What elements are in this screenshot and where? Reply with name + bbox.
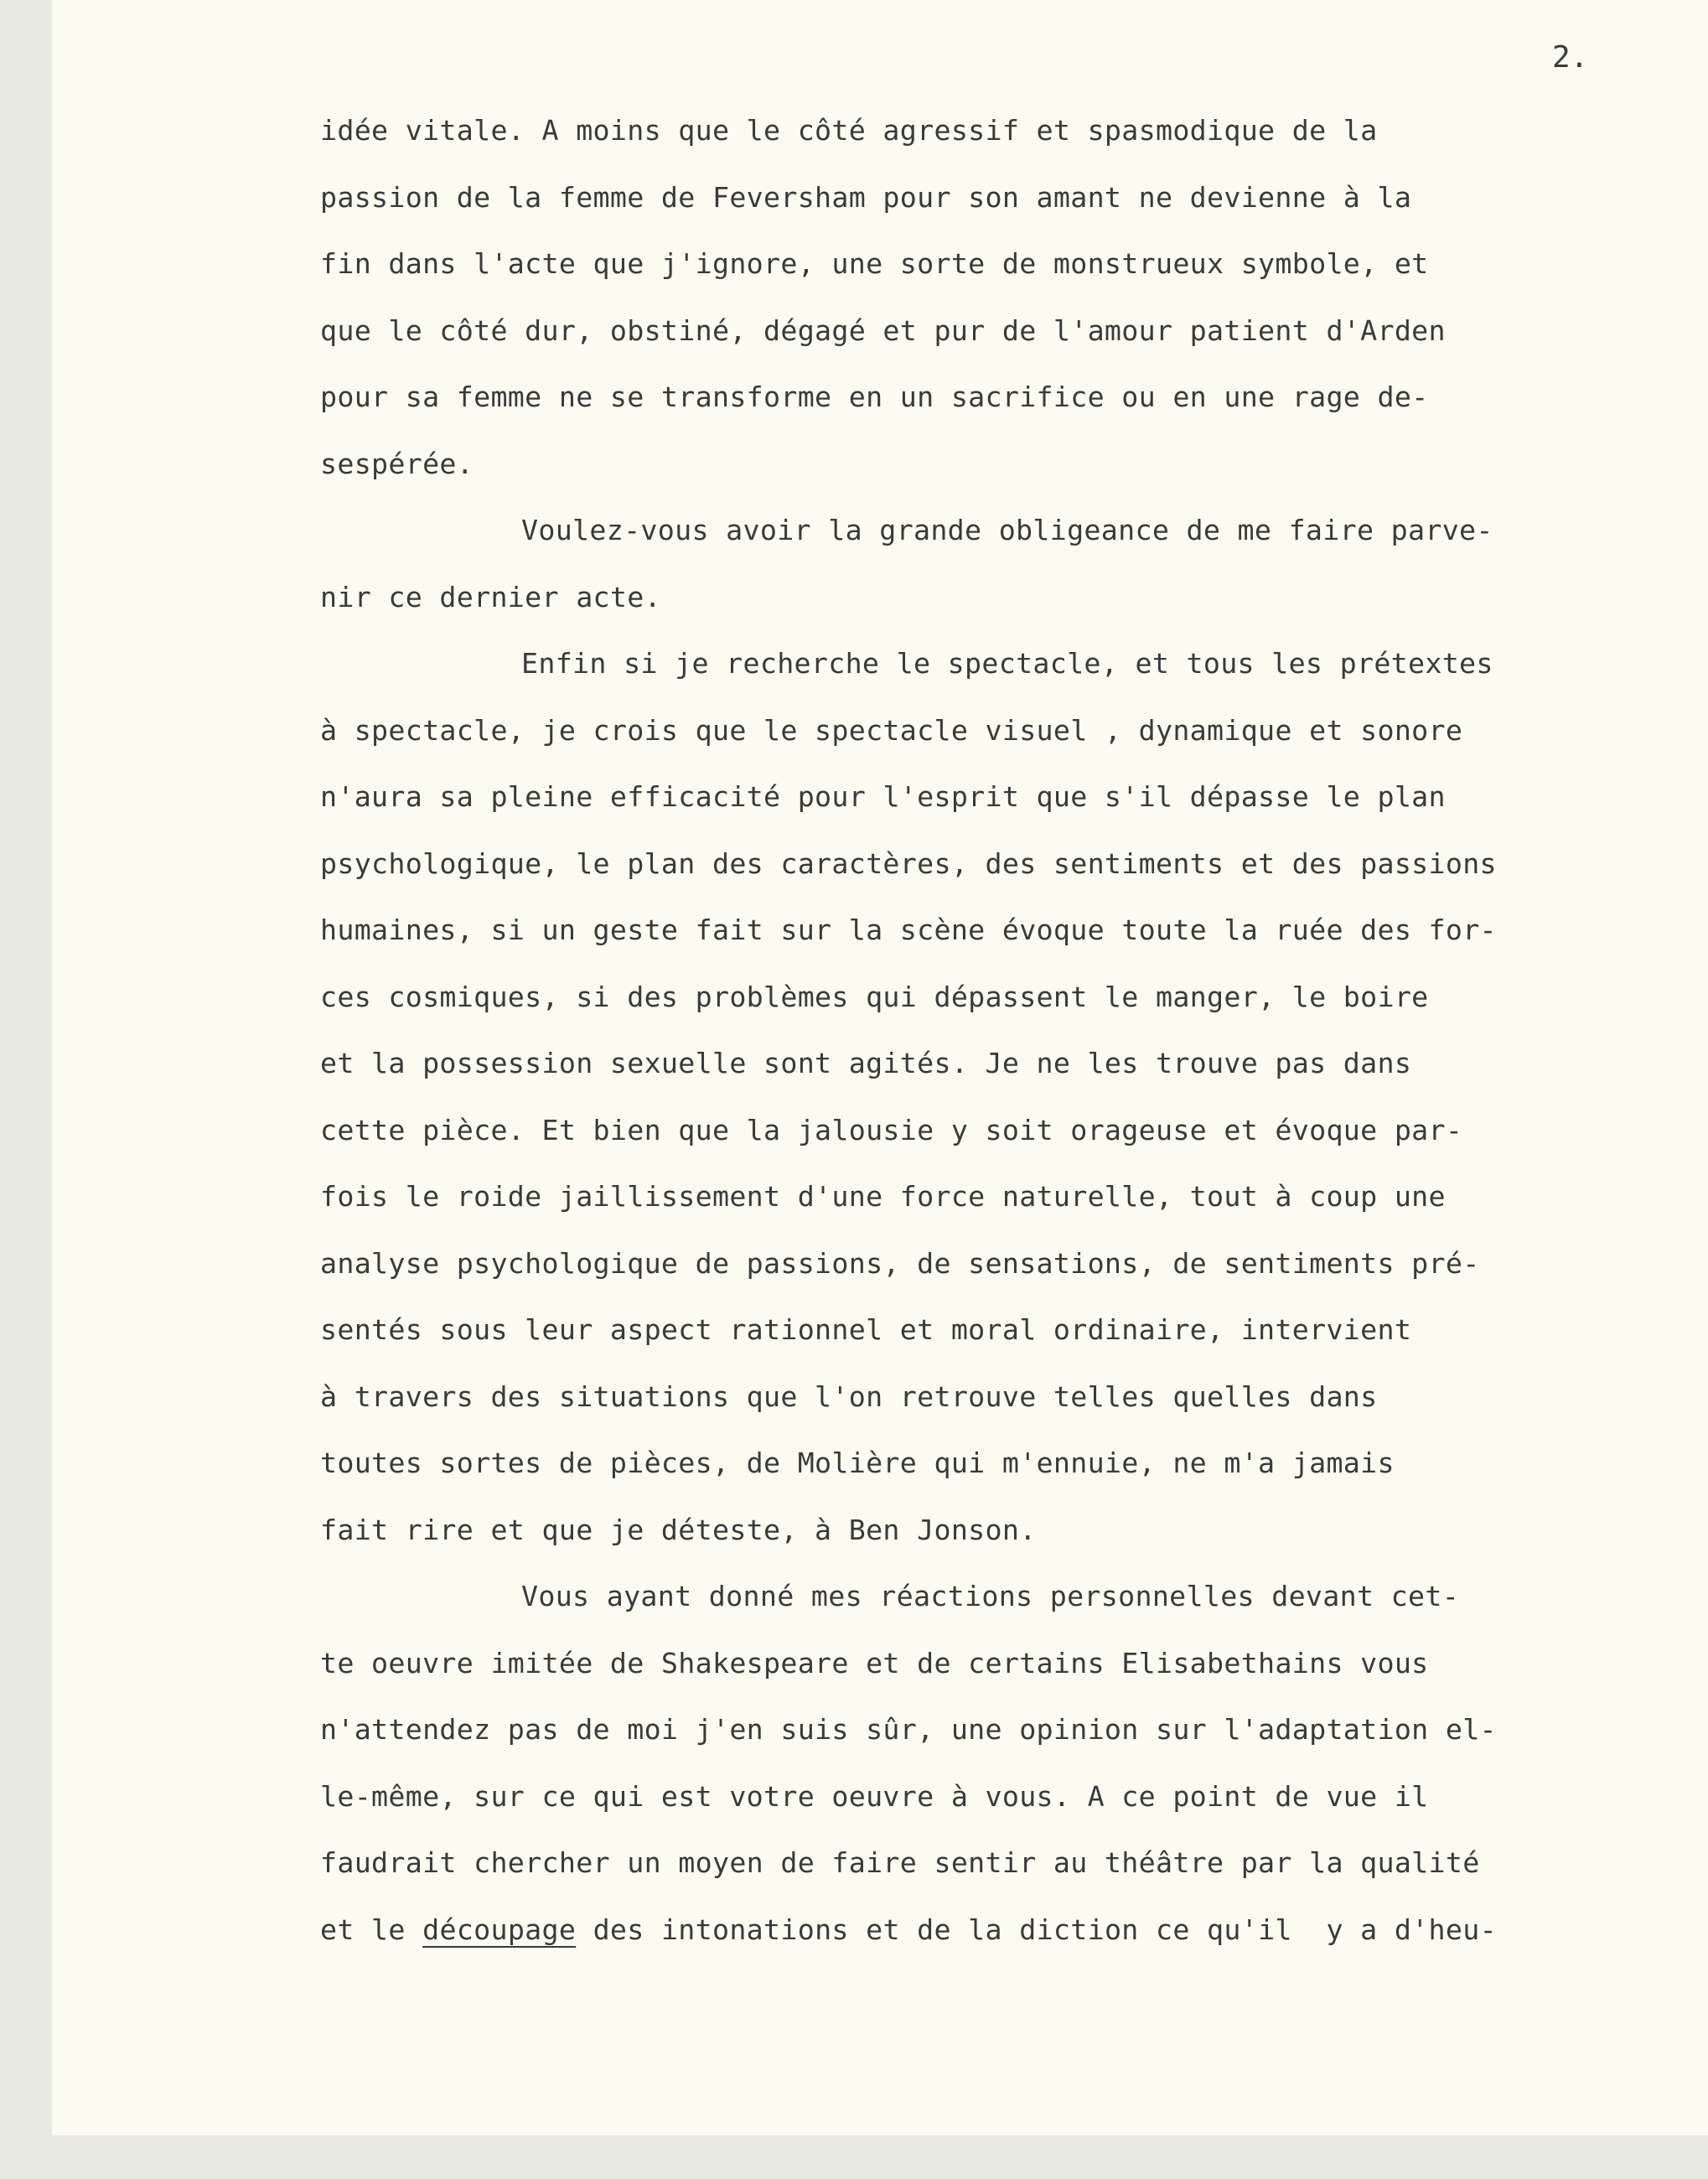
page-number: 2. xyxy=(1552,40,1589,75)
text-line: ces cosmiques, si des problèmes qui dépassent le manger, le boire xyxy=(320,980,1429,1013)
letter-body xyxy=(320,97,1708,1963)
text-line: nir ce dernier acte. xyxy=(320,580,661,613)
paragraph-start-line: Voulez-vous avoir la grande obligeance de me faire parve- xyxy=(521,514,1493,546)
text-line: cette pièce. Et bien que la jalousie y soit orageuse et évoque par- xyxy=(320,1113,1463,1146)
text-line: analyse psychologique de passions, de sensations, de sentiments pré- xyxy=(320,1246,1480,1280)
text-line: passion de la femme de Feversham pour son amant ne devienne à la xyxy=(320,180,1412,214)
text-line: psychologique, le plan des caractères, des sentiments et des passions xyxy=(320,846,1497,880)
text-line: pour sa femme ne se transforme en un sacrifice ou en une rage de- xyxy=(320,380,1429,413)
text-line: te oeuvre imitée de Shakespeare et de certains Elisabethains vous xyxy=(320,1646,1429,1680)
underlined-word: découpage xyxy=(422,1912,577,1946)
text-line: à travers des situations que l'on retrouve telles quelles dans xyxy=(320,1379,1378,1413)
paragraph-start-line: Enfin si je recherche le spectacle, et tous les prétextes xyxy=(521,647,1493,680)
text-line: toutes sortes de pièces, de Molière qui m'ennuie, ne m'a jamais xyxy=(320,1447,1395,1479)
text-line: que le côté dur, obstiné, dégagé et pur de l'amour patient d'Arden xyxy=(320,313,1446,347)
text-line: faudrait chercher un moyen de faire sentir au théâtre par la qualité xyxy=(320,1846,1480,1879)
text-line: n'attendez pas de moi j'en suis sûr, une opinion sur l'adaptation el- xyxy=(320,1713,1497,1746)
typewritten-page xyxy=(52,0,1708,2135)
last-text-line xyxy=(320,1897,1708,1964)
paragraph-start-line: Vous ayant donné mes réactions personnelles devant cet- xyxy=(521,1580,1460,1612)
text-line: et la possession sexuelle sont agités. Je ne les trouve pas dans xyxy=(320,1047,1412,1079)
text-line: fait rire et que je déteste, à Ben Jonson. xyxy=(320,1513,1037,1546)
text-line: le-même, sur ce qui est votre oeuvre à vous. A ce point de vue il xyxy=(320,1779,1429,1813)
text-line: humaines, si un geste fait sur la scène évoque toute la ruée des for- xyxy=(320,914,1497,946)
last-line-start: et le xyxy=(320,1912,423,1946)
text-line: sentés sous leur aspect rationnel et moral ordinaire, intervient xyxy=(320,1313,1412,1346)
text-line: fin dans l'acte que j'ignore, une sorte de monstrueux symbole, et xyxy=(320,247,1429,280)
text-line: n'aura sa pleine efficacité pour l'esprit que s'il dépasse le plan xyxy=(320,780,1446,813)
last-line-end: des intonations et de la diction ce qu'il y a d'heu- xyxy=(576,1912,1497,1946)
text-line: sespérée. xyxy=(320,447,474,480)
text-line: idée vitale. A moins que le côté agressif et spasmodique de la xyxy=(320,114,1378,147)
text-line: fois le roide jaillissement d'une force naturelle, tout à coup une xyxy=(320,1180,1446,1213)
text-line: à spectacle, je crois que le spectacle visuel , dynamique et sonore xyxy=(320,713,1463,747)
